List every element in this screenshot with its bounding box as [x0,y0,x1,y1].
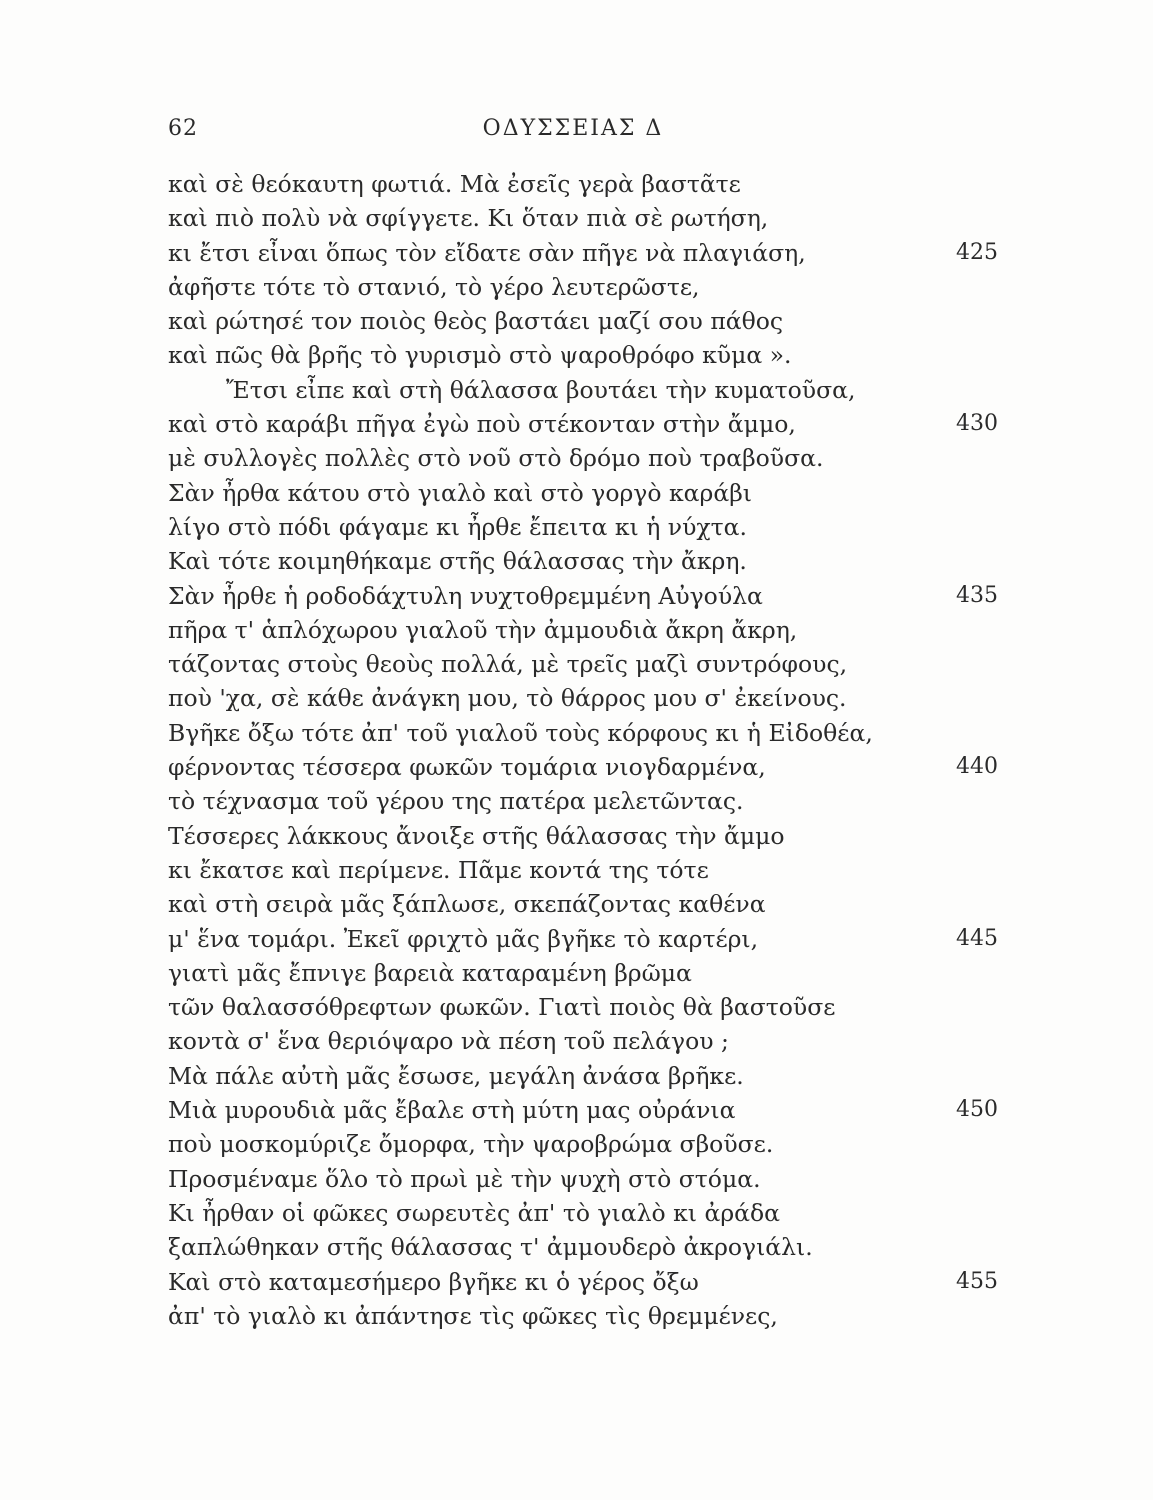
verse-line [168,544,998,578]
verse-text: καὶ ρώτησέ τον ποιὸς θεὸς βαστάει μαζί σου πάθος [168,307,784,336]
verse-line [168,579,998,613]
line-number: 435 [956,582,998,608]
verse-line [168,1024,998,1058]
verse-line [168,1230,998,1264]
verse-text: καὶ στὴ σειρὰ μᾶς ξάπλωσε, σκεπάζοντας καθένα [168,890,766,919]
verse-line [168,819,998,853]
verse-line [168,441,998,475]
running-title: ΟΔΥΣΣΕΙΑΣ Δ [482,116,664,141]
verse-line [168,236,998,270]
verse-line [168,270,998,304]
verse-line [168,338,998,372]
verse-line [168,750,998,784]
verse-text: Σὰν ἦρθε ἡ ροδοδάχτυλη νυχτοθρεμμένη Αὐγούλα [168,581,763,610]
verse-line [168,990,998,1024]
verse-line [168,373,998,407]
page-number: 62 [168,116,198,141]
verse-text: τάζοντας στοὺς θεοὺς πολλά, μὲ τρεῖς μαζὶ συντρόφους, [168,650,848,679]
verse-text: λίγο στὸ πόδι φάγαμε κι ἦρθε ἔπειτα κι ἡ νύχτα. [168,512,747,541]
verse-text: καὶ στὸ καράβι πῆγα ἐγὼ ποὺ στέκονταν στὴν ἄμμο, [168,410,796,439]
verse-line [168,922,998,956]
verse-text: Καὶ τότε κοιμηθήκαμε στῆς θάλασσας τὴν ἄκρη. [168,547,747,576]
verse-line [168,784,998,818]
verse-line [168,510,998,544]
verse-line [168,853,998,887]
line-number: 440 [956,754,998,780]
line-number: 445 [956,925,998,951]
verse-line [168,304,998,338]
verse-text: Προσμέναμε ὅλο τὸ πρωὶ μὲ τὴν ψυχὴ στὸ στόμα. [168,1164,761,1193]
verse-line [168,167,998,201]
verse-text: ποὺ μοσκομύριζε ὄμορφα, τὴν ψαροβρώμα σβοῦσε. [168,1130,774,1159]
verse-text: Ἔτσι εἶπε καὶ στὴ θάλασσα βουτάει τὴν κυματοῦσα, [226,375,856,404]
verse-text: καὶ πῶς θὰ βρῆς τὸ γυρισμὸ στὸ ψαροθρόφο κῦμα ». [168,341,792,370]
verse-line [168,1093,998,1127]
line-number: 455 [956,1268,998,1294]
verse-text: κι ἔκατσε καὶ περίμενε. Πᾶμε κοντά της τότε [168,855,709,884]
verse-line [168,476,998,510]
verse-line [168,1162,998,1196]
verse-line [168,887,998,921]
verse-line [168,681,998,715]
verse-text: κι ἔτσι εἶναι ὅπως τὸν εἴδατε σὰν πῆγε νὰ πλαγιάση, [168,238,806,267]
verse-text: Κι ἦρθαν οἱ φῶκες σωρευτὲς ἀπ' τὸ γιαλὸ κι ἀράδα [168,1198,781,1227]
verse-text: γιατὶ μᾶς ἔπνιγε βαρειὰ καταραμένη βρῶμα [168,958,692,987]
verse-line [168,201,998,235]
verse-text: ποὺ 'χα, σὲ κάθε ἀνάγκη μου, τὸ θάρρος μου σ' ἐκείνους. [168,684,847,713]
verse-text: ἀπ' τὸ γιαλὸ κι ἀπάντησε τὶς φῶκες τὶς θρεμμένες, [168,1301,778,1330]
verse-text: καὶ πιὸ πολὺ νὰ σφίγγετε. Κι ὅταν πιὰ σὲ ρωτήση, [168,204,769,233]
verse-text: ξαπλώθηκαν στῆς θάλασσας τ' ἀμμουδερὸ ἀκρογιάλι. [168,1233,813,1262]
verse-text: πῆρα τ' ἁπλόχωρου γιαλοῦ τὴν ἀμμουδιὰ ἄκρη ἄκρη, [168,615,798,644]
verse-line [168,1127,998,1161]
running-head [168,116,998,146]
verse-text: κοντὰ σ' ἕνα θεριόψαρο νὰ πέση τοῦ πελάγου ; [168,1027,729,1056]
verse-text: φέρνοντας τέσσερα φωκῶν τομάρια νιογδαρμένα, [168,753,766,782]
verse-line [168,956,998,990]
verse-text: Τέσσερες λάκκους ἄνοιξε στῆς θάλασσας τὴν ἄμμο [168,821,785,850]
verse-line [168,407,998,441]
verse-text: ἀφῆστε τότε τὸ στανιό, τὸ γέρο λευτερῶστε, [168,272,700,301]
line-number: 425 [956,239,998,265]
verse-line [168,613,998,647]
verse-line [168,716,998,750]
verse-line [168,1299,998,1333]
line-number: 450 [956,1097,998,1123]
verse-text: τὸ τέχνασμα τοῦ γέρου της πατέρα μελετῶντας. [168,787,744,816]
verse-line [168,1265,998,1299]
verse-text: τῶν θαλασσόθρεφτων φωκῶν. Γιατὶ ποιὸς θὰ βαστοῦσε [168,993,836,1022]
verse-line [168,647,998,681]
verse-text: καὶ σὲ θεόκαυτη φωτιά. Μὰ ἐσεῖς γερὰ βαστᾶτε [168,170,741,198]
verse-text: μ' ἕνα τομάρι. Ἐκεῖ φριχτὸ μᾶς βγῆκε τὸ καρτέρι, [168,924,759,953]
verse-line [168,1059,998,1093]
verse-text: μὲ συλλογὲς πολλὲς στὸ νοῦ στὸ δρόμο ποὺ τραβοῦσα. [168,444,824,473]
verse-text: Σὰν ἦρθα κάτου στὸ γιαλὸ καὶ στὸ γοργὸ καράβι [168,478,753,507]
verse-text: Μὰ πάλε αὐτὴ μᾶς ἔσωσε, μεγάλη ἀνάσα βρῆκε. [168,1061,744,1090]
verse-text: Βγῆκε ὄξω τότε ἀπ' τοῦ γιαλοῦ τοὺς κόρφους κι ἡ Εἰδοθέα, [168,718,873,747]
verse-text: Καὶ στὸ καταμεσήμερο βγῆκε κι ὁ γέρος ὄξω [168,1267,699,1296]
verse-text: Μιὰ μυρουδιὰ μᾶς ἔβαλε στὴ μύτη μας οὐράνια [168,1096,736,1125]
verse-line [168,1196,998,1230]
poem-text [168,167,998,1333]
line-number: 430 [956,411,998,437]
